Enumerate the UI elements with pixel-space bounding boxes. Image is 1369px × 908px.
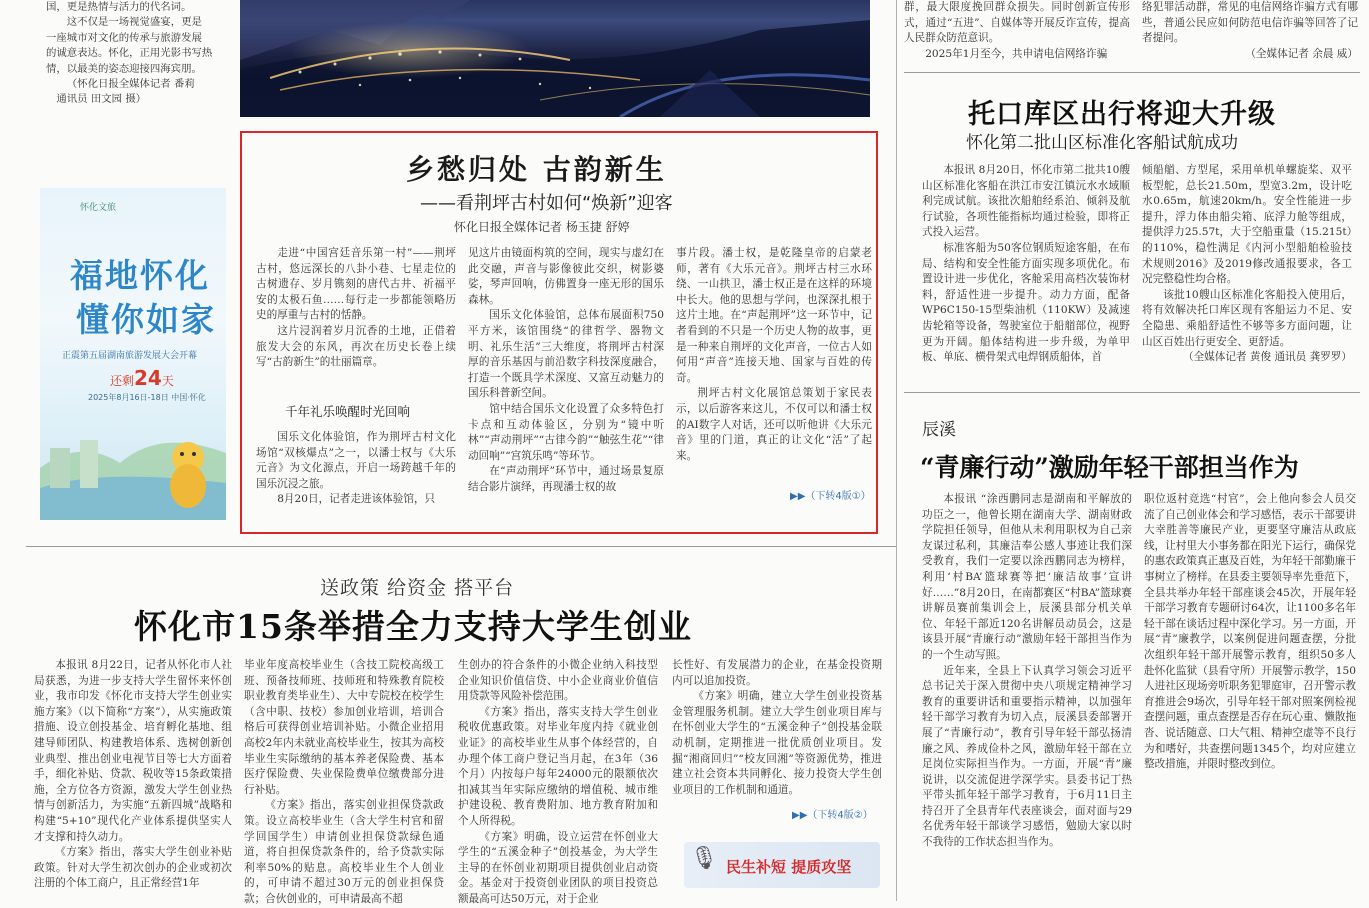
university-col-1 <box>34 658 232 892</box>
feature-col-2 <box>468 246 664 496</box>
mic-icon: 🎙 <box>690 846 718 871</box>
paragraph: 《方案》指出，落实创业担保贷款政策。设立高校毕业生（含大学生村官和留学回国学生）申请创业担保贷款绿色通道，将自担保贷款条件的，给予贷款实际利率50%的贴息。高校毕业生个人创业的，可申请不超过30万元的创业担保贷款；合伙创业的，可申请最高不超 <box>244 799 444 905</box>
section-divider <box>904 72 1360 73</box>
paragraph: 该批10艘山区标准化客船投入使用后，将有效解决托口库区现有客船运力不足、安全隐患、乘船舒适性不够等多方面问题，让山区百姓出行更安全、更舒适。 <box>1142 288 1352 348</box>
ad-slogan-1: 福地怀化 <box>70 256 210 295</box>
paragraph: 8月20日，记者走进该体验馆，只 <box>277 493 436 506</box>
caption-line: 这不仅是一场视觉盛宴，更是 <box>66 16 202 29</box>
feature-col-1 <box>256 246 456 371</box>
university-col-2 <box>244 658 444 908</box>
paragraph: 《方案》明确，设立运营在怀创业大学生的“五溪金种子”创投基金，为大学生主导的在怀创业初期项目提供创业启动资金。基金对于投资创业团队的项目投资总额最高可达50万元，对于企业 <box>458 830 658 905</box>
paragraph: 荆坪古村文化展馆总策划于家民表示，以后游客来这儿，不仅可以和潘士权的AI数字人对话，还可以听他讲《大乐元音》里的门道，真正的让文化“活”了起来。 <box>676 387 872 462</box>
paragraph: 毕业年度高校毕业生（含技工院校高级工班、预备技师班、技师班和特殊教育院校职业教育类毕业生）、大中专院校在校学生（含中职、技校）参加创业培训，培训合格后可获得创业培训补贴。小微企业招用高校2年内未就业高校毕业生，按其为高校毕业生实际缴纳的基本养老保险费、基本医疗保险费、失业保险费单位缴费部分进行补贴。 <box>244 659 444 796</box>
paragraph: 标准客船为50客位钢质短途客船，在布局、结构和安全性能方面实现多项优化。布置设计进一步优化，客舱采用高档次装饰材料，舒适性进一步提升。动力方面，配备WP6C150-15型柴油机（110KW）及减速齿轮箱等设备，驾驶室位于船艏部位，视野更为开阔。船体结构进一步升级，为单甲板、单底、横骨架式电焊钢质船体，首 <box>922 241 1130 364</box>
caption-line: 通讯员 田文园 摄） <box>56 93 147 106</box>
boat-col-1 <box>922 163 1130 366</box>
paragraph: 本报讯 8月22日，记者从怀化市人社局获悉，为进一步支持大学生留怀来怀创业，我市印发《怀化市支持大学生创业实施方案》（以下简称“方案”），从实施政策措施、设立创投基金、培育孵化基地、组建导师团队、构建教培体系、选树创新创业典型、推出创业电视节目等七大方面着手，细化补贴、贷款、税收等15条政策措施，全方位各方资源，激发大学生创业热情与创新活力，为实施“五新四城”战略和构建“5+10”现代化产业体系提供坚实人才支撑和持久动力。 <box>34 659 232 843</box>
ad-logo: 怀化文旅 <box>80 203 117 213</box>
tourism-ad <box>40 188 226 520</box>
paragraph: 走进“中国宫廷音乐第一村”——荆坪古村，悠远深长的八卦小巷、七星走位的古树遗存、岁月镌刻的唐代古井、祈福平安的太极石鱼……每行走一步都能领略历史的厚重与古村的恬静。 <box>256 247 456 322</box>
caption-line: 一座城市对文化的传承与旅游发展 <box>46 31 202 44</box>
boat-col-2 <box>1142 163 1352 366</box>
ad-countdown-number: 24 <box>134 366 162 390</box>
ad-countdown <box>110 366 174 390</box>
feature-col-3 <box>676 246 872 464</box>
paragraph: 职位返村竞选“村官”，会上他向参会人员交流了自己创业体会和学习感悟，表示干部要讲大幸胜善等廉民产业，更要坚守廉洁从政底线，让村里大小事务都在阳光下运行，确保党的惠农政策真正惠及百姓，为年轻干部勤廉干事树立了榜样。在县委主要领导率先垂范下，全县共举办年轻干部座谈会45次，开展年轻干部学习教育专题研讨64次，让1100多名年轻干部在谈话过程中深化学习。另一方面，开展“青”廉教学，以案例促进问题查摆，分批次组织年轻干部开展警示教育，组织50多人赴怀化监狱（县看守所）开展警示教学，150人进社区现场旁听职务犯罪庭审，召开警示教育推进会9场次，引导年轻干部对照案例检视查摆问题，重点查摆是否存在玩心重、懒散拖沓、说话随意、口大气粗、精神空虚等不良行为和嗜好，共查摆问题1345个，均对应建立整改措施，并限时整改到位。 <box>1144 493 1356 771</box>
paragraph: 馆中结合国乐文化设置了众多特色打卡点和互动体验区，分别为“镜中听林”“声动荆坪”“古律今韵”“触弦生花”“律动回响”“宫筑乐鸣”等环节。 <box>468 402 664 462</box>
university-col-3 <box>458 658 658 908</box>
caption-line: 国，更是热情与活力的代名词。 <box>46 1 192 13</box>
ad-slogan-2: 懂你如家 <box>76 300 216 339</box>
university-kicker: 送政策 给资金 搭平台 <box>320 577 515 599</box>
feature-title: 乡愁归处 古韵新生 <box>406 153 667 186</box>
ad-landscape-graphic <box>40 408 226 520</box>
paragraph: 倾船艏、方型尾，采用单机单螺旋桨、双平板型舵，总长21.50m，型宽3.2m，设计吃水0.65m，航速20km/h。安全性能进一步提升，浮力体由船尖箱、底浮力舱等组成，提供浮力25.57t，大于空船重量（15.215t）的110%，稳性满足《内河小型船舶检验技术规则2016》及2019修改通报要求，各工况完整稳性均合格。 <box>1142 164 1352 286</box>
ad-countdown-suffix: 天 <box>161 374 174 388</box>
youth-col-2 <box>1144 492 1356 773</box>
paragraph: 本报讯 8月20日，怀化市第二批共10艘山区标准化客船在洪江市安江镇沅水水域顺利完成试航。该批次船舶经系泊、倾斜及航行试验，各项性能指标均通过检验，即将正式投入运营。 <box>922 164 1130 239</box>
caption-line: 的诚意表达。怀化，正用光影书写热 <box>46 47 213 60</box>
ad-event-line: 正震第五届湖南旅游发展大会开幕 <box>62 351 198 361</box>
paragraph: 这片浸润着岁月沉香的土地，正借着旅发大会的东风，再次在历史长卷上续写“古韵新生”的壮丽篇章。 <box>256 324 456 369</box>
ad-date-line: 2025年8月16日-18日 中国·怀化 <box>88 393 206 402</box>
boat-title: 托口库区出行将迎大升级 <box>968 99 1276 130</box>
caption-line: （怀化日报全媒体记者 番莉 <box>66 78 195 91</box>
paragraph: 国乐文化体验馆，总体布展面积750平方米，该馆围绕“的律哲学、器物文明、礼乐生活”三大维度，将荆坪古村深厚的音乐基因与前沿数字科技深度融合，打造一个既具学术深度、又富互动魅力的国乐科普新空间。 <box>468 309 664 400</box>
feature-byline: 怀化日报全媒体记者 杨玉捷 舒婷 <box>454 220 630 234</box>
top-left-caption <box>46 0 231 108</box>
feature-col-1b <box>256 430 456 508</box>
night-festival-photo <box>240 0 870 117</box>
paragraph: 络犯罪活动群，常见的电信网络诈骗方式有哪些，普通公民应如何防范电信诈骗等回答了记者提问。 <box>1142 1 1358 45</box>
paragraph: 《方案》明确，建立大学生创业投资基金管理服务机制。建立大学生创业项目库与在怀创业大学生的“五溪金种子”创投基金联动机制，定期推进一批优质创业项目。发掘“湘商回归”“校友回湘”等资源优势，推进建立社会资本共同孵化、接力投资大学生创业项目的工作机制和通道。 <box>672 690 882 796</box>
paragraph: 生创办的符合条件的小微企业纳入科技型企业知识价值信贷、中小企业商业价值信用贷款等风险补偿范围。 <box>458 659 658 703</box>
paragraph: 本报讯 “涂西鹏同志是湖南和平解放的功臣之一，他曾长期在湖南大学、湖南财政学院担任领导，但他从未利用职权为自己亲友谋过私利，其廉洁奉公感人事迹让我们深受教育，我们一定要以涂西鹏同志为榜样，利用‘村BA’篮球赛等把‘廉洁故事’宣讲好……”8月20日，在南都赛区“村BA”篮球赛讲解员赛前集训会上，辰溪县部分机关单位、年轻干部近120名讲解员动员会，这是该县开展“青廉行动”激励年轻干部担当作为的一个生动写照。 <box>922 493 1132 661</box>
paragraph: 2025年1月至今，共申请电信网络诈骗 <box>925 47 1108 60</box>
paragraph: 近年来，全县上下认真学习领会习近平总书记关于深入贯彻中央八项规定精神学习教育的重要讲话和重要指示精神，以加强年轻干部学习教育为切入点，辰溪县委部署开展了“青廉行动”，教育引导年轻干部弘扬清廉之风、养成俭朴之风，激励年轻干部在立足岗位实际担当作为。一方面，开展“青”廉说讲，以交流促进学深学实。县委书记丁热平带头抓年轻干部学习教育，于6月11日主持召开了全县青年代表座谈会，面对面与29名优秀年轻干部谈学习感悟，勉励大家以时不我待的工作状态担当作为。 <box>922 664 1132 849</box>
paragraph: 《方案》指出，落实大学生创业补贴政策。针对大学生初次创办的企业或初次注册的个体工商户，且正常经营1年 <box>34 846 232 890</box>
feature-subtitle: ——看荆坪古村如何“焕新”迎客 <box>420 193 673 214</box>
youth-col-1 <box>922 492 1132 851</box>
night-scene-graphic <box>240 0 870 117</box>
university-title: 怀化市15条举措全力支持大学生创业 <box>134 607 692 646</box>
paragraph: 国乐文化体验馆，作为荆坪古村文化场馆“双核爆点”之一，以潘士权与《大乐元音》为文化源点，开启一场跨越千年的国乐沉浸之旅。 <box>256 431 456 490</box>
paragraph: 见这片由镜面构筑的空间，现实与虚幻在此交融，声音与影像彼此交织，树影婆娑，琴声回响，仿佛置身一座无形的国乐森林。 <box>468 247 664 306</box>
ad-countdown-prefix: 还剩 <box>110 374 135 388</box>
livelihood-badge-text: 民生补短 提质攻坚 <box>726 858 852 876</box>
paragraph: 群，最大限度挽回群众损失。同时创新宣传形式，通过“五进”、自媒体等开展反诈宣传，提高人民群众防范意识。 <box>904 1 1130 45</box>
feature-continue-link[interactable]: ▶▶（下转4版①） <box>790 491 871 502</box>
caption-line: 情，以最美的姿态迎接四海宾朋。 <box>46 62 202 75</box>
youth-title: “青廉行动”激励年轻干部担当作为 <box>920 453 1299 482</box>
paragraph: 事片段。潘士权，是乾隆皇帝的启蒙老师，著有《大乐元音》。荆坪古村三水环绕、一山拱卫，潘士权正是在这样的环境中长大。他的思想与学问，也深深扎根于这片土地。在“声起荆坪”这一环节中，记者看到的不只是一个历史人物的故事，更是一种来自荆坪的文化声音，一位古人如何用“声音”连接天地、国家与百姓的传奇。 <box>676 247 872 384</box>
paragraph: 《方案》指出，落实支持大学生创业税收优惠政策。对毕业年度内持《就业创业证》的高校毕业生从事个体经营的，自办理个体工商户登记当月起，在3年（36个月）内按每户每年24000元的限额依次扣减其当年实际应缴纳的增值税、城市维护建设税、教育费附加、地方教育附加和个人所得税。 <box>458 705 658 827</box>
section-divider <box>26 546 896 547</box>
university-continue-link[interactable]: ▶▶（下转4版②） <box>792 810 873 821</box>
youth-region: 辰溪 <box>922 420 956 440</box>
paragraph: （全媒体记者 黄俊 通讯员 龚罗罗） <box>1182 351 1352 364</box>
paragraph: 在“声动荆坪”环节中，通过场景复原结合影片演绎，再现潘士权的故 <box>468 465 664 493</box>
column-divider <box>896 0 897 901</box>
university-col-4 <box>672 658 882 798</box>
paragraph: （全媒体记者 余晨 威） <box>1245 47 1358 60</box>
top-right-col-a <box>904 0 1130 62</box>
section-divider <box>904 392 1360 393</box>
livelihood-badge <box>684 842 880 888</box>
paragraph: 长性好、有发展潜力的企业，在基金投资期内可以追加投资。 <box>672 659 882 687</box>
feature-section-head: 千年礼乐唤醒时光回响 <box>285 404 411 419</box>
boat-subtitle: 怀化第二批山区标准化客船试航成功 <box>966 133 1238 153</box>
top-right-col-b <box>1142 0 1358 62</box>
